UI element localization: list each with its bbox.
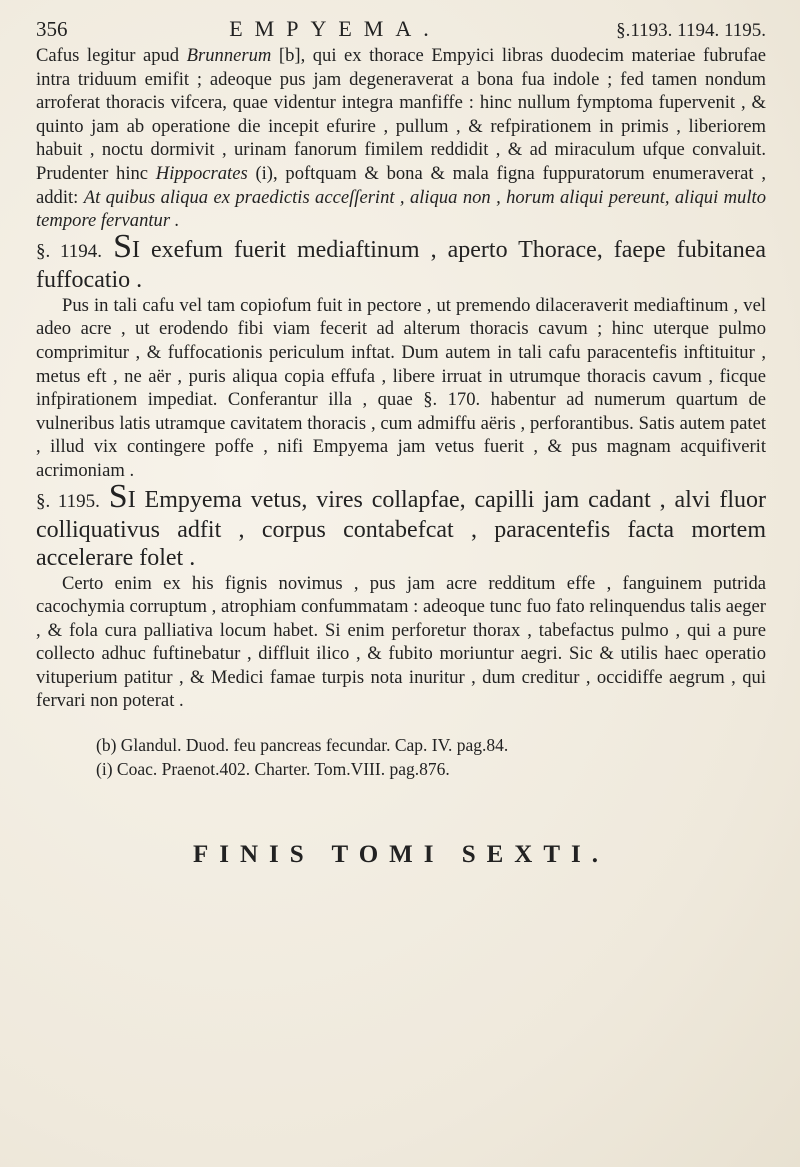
- paragraph-case-brunner: [36, 44, 766, 233]
- drop-cap: S: [113, 227, 132, 265]
- footnotes: [36, 733, 766, 781]
- section-heading-text: I Empyema vetus, vires collapfae, capilli jam cadant , alvi fluor colliquativus adfit , corpus contabefcat , paracentefis facta mortem accelerare folet .: [36, 486, 767, 571]
- text-run: , qui ex thorace Empyici libras duodecim materiae fubrufae intra triduum emifit ; adeoque pus jam degeneraverat a bona fua indole ; fed tamen nondum arroferat thoracis vifcera, quae videntur integra manfiffe : hinc nullum fymptoma fupervenit , & quinto jam ab operatione die incepit efurire , pullum , & refpirationem in primis , liberiorem habuit , noctu dormivit , urinam fanorum fimilem reddidit , & ad miraculum ufque convaluit. Prudenter hinc: [36, 45, 766, 184]
- running-title: EMPYEMA.: [229, 16, 441, 41]
- finis-line: FINIS TOMI SEXTI.: [192, 841, 610, 869]
- drop-cap: S: [108, 477, 128, 515]
- footnote-mark: (i): [96, 759, 113, 780]
- footnote-ref-i: (i): [255, 162, 274, 184]
- text-run: Cafus legitur apud: [36, 45, 180, 66]
- text-run: , poftquam & bona & mala figna fuppuratorum enumeraverat , addit:: [36, 162, 766, 208]
- footnote-i: [96, 757, 766, 781]
- section-1194-heading: [36, 227, 767, 294]
- hippocrates-quote: At quibus aliqua ex praedictis acceſſerint , aliqua non , horum aliqui pereunt, aliqui multo tempore fervantur .: [36, 186, 766, 232]
- author-name: Brunnerum: [186, 45, 272, 66]
- section-range: §.1193. 1194. 1195.: [616, 20, 766, 41]
- footnote-b: [96, 733, 766, 757]
- author-name: Hippocrates: [155, 162, 248, 184]
- section-1195-heading: [36, 477, 767, 572]
- section-number: §. 1195.: [36, 490, 100, 512]
- body-text: [36, 44, 766, 713]
- paragraph-1194: Pus in tali cafu vel tam copiofum fuit in pectore , ut premendo dilaceraverit mediaftinum , vel adeo acre , ut erodendo fibi viam fecerit ad alterum thoracis cavum ; hinc uterque pulmo comprimitur , & fuffocationis periculum inftat. Dum autem in tali cafu paracentefis inftituitur , metus eft , ne aër , puris aliqua copia effufa , libere irruat in utrumque thoracis cavum , ficque infpirationem impediat. Conferantur illa , quae §. 170. habentur ad numerum quartum de vulneribus latis utramque cavitatem thoracis , cum admiffu aëris , perforantibus. Satis autem patet , illud vix contingere poffe , nifi Empyema jam vetus fuerit , & pus magnam acquifiverit acrimoniam .: [36, 294, 766, 481]
- running-head: [36, 16, 766, 44]
- section-heading-text: I exefum fuerit mediaftinum , aperto Thorace, faepe fubitanea fuffocatio .: [36, 236, 767, 293]
- footnote-mark: (b): [96, 735, 117, 756]
- page-number: 356: [36, 17, 68, 41]
- footnote-text: Coac. Praenot.402. Charter. Tom.VIII. pag.876.: [116, 759, 450, 780]
- footnote-ref-b: [b]: [278, 45, 301, 66]
- footnote-text: Glandul. Duod. feu pancreas fecundar. Cap. IV. pag.84.: [120, 735, 509, 756]
- paragraph-1195: Certo enim ex his fignis novimus , pus jam acre redditum effe , fanguinem putrida cacochymia corruptum , atrophiam confummatam : adeoque tunc fuo fato relinquendus talis aeger , & fola cura palliativa locum habet. Si enim perforetur thorax , tabefactus pulmo , qui a pure collecto adhuc fuftinebatur , diffluit ilico , & fubito moriuntur aegri. Sic & utilis haec operatio vituperium patitur , & Medici famae turpis nota inuritur , dum creditur , occidiffe aegrum , qui fervari non poterat .: [36, 572, 766, 712]
- section-number: §. 1194.: [36, 240, 103, 262]
